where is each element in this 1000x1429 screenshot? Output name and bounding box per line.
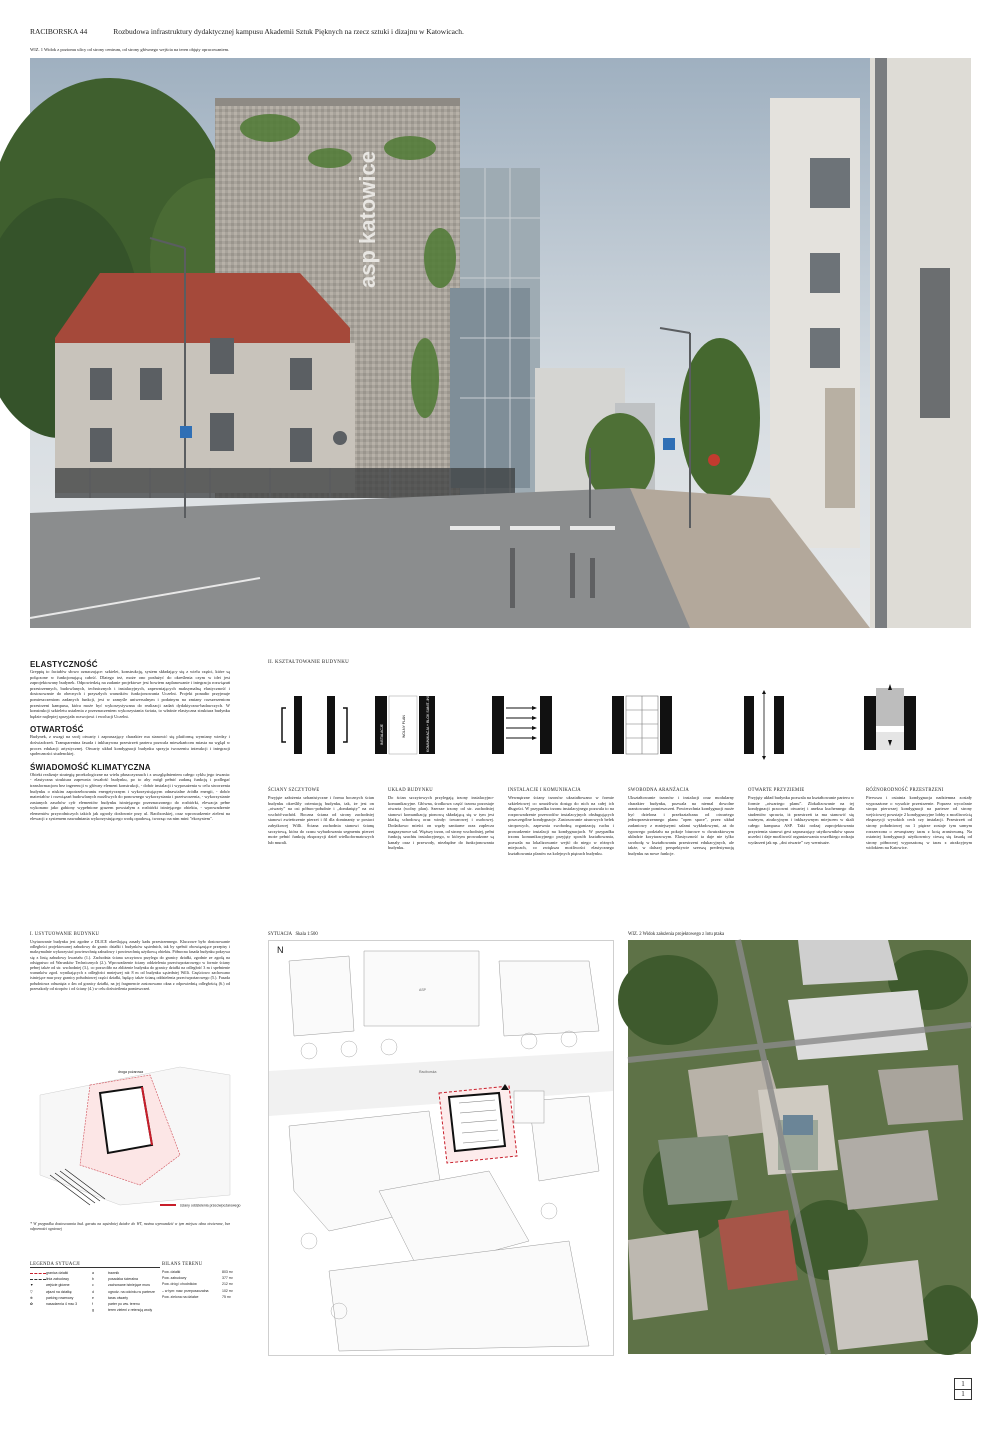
shaping-item-2-text: Do ścian szczytowych przylegają trzony instalacyjno-komunikacyjne. Główna, środkowa część trzonu pozostaje otwarta (wolny plan). Szersze trzony od str. zachodniej stanowi komunikację pionową składającą się w tym jest klatką schodową oraz windy: towarowej i osobowej. Dodatkowo mieści on węzły sanitarne oraz zaplecza magazynowe sal. Węższy trzon, od strony wschodniej, pełni funkcję szachtu instalacyjnego, w którym prowadzone są kanały oraz i przewody, niezbędne do funkcjonowania budynku. [388, 795, 494, 851]
site-plan-caption [268, 932, 318, 937]
balance-row: Pow. działki 803 m² [162, 1270, 233, 1275]
plan-legend-firewall: ściany oddzielenia przeciwpożarowego [180, 1203, 241, 1208]
aerial-view-illustration [628, 940, 971, 1354]
legend-item: b posadzka ścieralna [92, 1277, 138, 1282]
viz2-caption: WIZ. 2 Widok założenia projektowego z lotu ptaka [628, 932, 725, 937]
elasticity-title: ELASTYCZNOŚĆ [30, 660, 98, 669]
plan-label-street: droga pożarowa [118, 1070, 144, 1074]
legend-item: e taras otwarty [92, 1295, 129, 1300]
shaping-item-6-title: RÓŻNORODNOŚĆ PRZESTRZENI [866, 788, 944, 793]
project-title: Rozbudowa infrastruktury dydaktycznej kampusu Akademii Sztuk Pięknych na rzecz sztuki i dizajnu w Katowicach. [113, 27, 464, 36]
site-plan-drawing [269, 941, 613, 1355]
balance-title: BILANS TERENU [162, 1262, 203, 1267]
balance-row: Pow. zielona na działce 75 m² [162, 1294, 231, 1299]
legend-item: ▽ wjazd na działkę [30, 1289, 72, 1294]
shaping-item-6-text: Pierwsza i ostatnia kondygnacja nadziemna zostały wyposażone o wysokie przestrzenie. Poprzez wycofanie stropu pierwszej kondygnacji na parterze od strony wejściowej powstaje 2 kondygnacyjne lobby z możliwością ekspozycji wysokich cech czy instalacji. Przestrzeń od strony południowej na 1 piętrze zostaje tym samym rozszerzona o zewnętrzny taras z kotą aranżowaną. Na ostatniej kondygnacji użytkownicy cieszą się fasadą od strony północnej wyposażoną w taras z atrakcyjnym widokiem na Katowice. [866, 795, 972, 851]
shaping-item-5-text: Przyjęty układ budynku pozwala na kształtowanie parteru w formie „otwartego planu”. Zlokalizowanie na tej kondygnacji pracowni otwartej i aneksu kuchennego dla studentów sprawia, iż przestrzeń ta ma stanowić się ważnym, atrakcyjnym i inkluzywnym miejscem w skali całego kampusu ASP. Taki rodzaj zaprojektowania przyziemia stanowi gest zapraszający użytkowników spoza uczelni i daje możliwość organizowania wszelkiego rodzaju wydarzeń jak np. „dni otwarte” czy wernisaże. [748, 795, 854, 845]
climate-text: Obiekt realizuje strategię proekologiczne na wielu płaszczyznach i z uwzględnieniem całego cyklu jego trwania: - elastyczna struktura zapewnia trwałość budynku, po to aby mógł pełnić zadaną funkcję i podlegać transformacjom bez ingerencji w główny element konstrukcji, - dobór instalacji i wyposażenia w celu stworzenia budynku o niskim zapotrzebowaniu energetycznym i wykorzystującym odnawialne źródła energii, - dobór materiałów i rozwiązań budowlanych możliwych do ponownego wykorzystania i przetworzenia, - wykorzystanie zastanych zasobów cyfr elementów budynku istniejącego przeznaczonego do rozbiórki, elewacja pełne wykonano jako gabiony wypełnione gruzem powstałym z rozbiórki istniejącego obiektu, - wprowadzenie elementów przyrodniczych takich jak ogrody dosłownie przy ul. Raciborskiej, oraz wprowadzenie zieleni na elewacji z systemem nawadniania wykorzystującego wodę opadową, tworząc na nim mini "ekosystem". [30, 771, 230, 822]
placement-section [30, 932, 230, 991]
concept-column [30, 660, 230, 822]
shaping-item-1 [268, 788, 374, 845]
legend-item: ⊕ parking rowerowy [30, 1295, 74, 1300]
label-communication: KOMUNIKACJA + BLOK SANIT.-INST. [426, 691, 430, 752]
land-balance [162, 1262, 248, 1300]
label-installations: INSTALACJE [380, 724, 384, 745]
site-plan [268, 940, 614, 1356]
balance-row: – w tym: naw. przepuszczalna 102 m² [162, 1288, 233, 1293]
diagram-free-arrangement [600, 690, 685, 760]
page-number [954, 1378, 972, 1400]
placement-title: I. USYTUOWANIE BUDYNKU [30, 932, 100, 937]
legend-item: f parter po ww. terenu [92, 1302, 140, 1307]
legend-item: ▼ wejście główne [30, 1283, 70, 1288]
site-title: SYTUACJA [268, 932, 292, 937]
elasticity-text: Greppię to faciałów słowo oznaczające: szkielet, konstrukcję, system składający się z wielu części, które są połączone w funkcjonującą całość. Dlatego też, może ono posłużyć do określenia czym w idei jest zaprojektowany budynek. Odpowiedzią na zadanie projektowe jest bowiem zaplanowanie i integracja rozwiązań przestrzennych, budowlanych, technicznych i instalacyjnych, zapewniających maksymalną elastyczność i dostosowanie do obecnych i przyszłych warunków funkcjonowania Uczelni. Projekt ponadto przyjmuje pomieszczeniom zadanych funkcji, jest w zamyśle uniwersalnym i podatnym na zmiany rozszerzeniom przestrzeni kampusu, która może być wykorzystywana do realizacji zadań dydaktyczno-badawczych. W konstrukcji szkieletu ustalenia z przeznaczeniem wykorzystania świata, to właśnie elastyczna struktura budynku będzie najlepiej sprzyjała rozwojowi i ewolucji Uczelni. [30, 669, 230, 719]
shaping-title: II. KSZTAŁTOWANIE BUDYNKU [268, 660, 350, 665]
placement-text: Usytuowanie budynku jest zgodne z DLICE określającą zasady kadu przestrzennego. Kluczowe było dostosowanie odległości projektowanej zabudowy do granic działki i budynków sąsiednich, tak by spełnić obowiązujące przepisy i maksymalnie wykorzystać powierzchnię zabudowy i powierzchnię użytkową obiektu. Północna fasada budynku pokrywa się z linią zabudowy kwartału (1.). Zachodnia ściana szczytowa przylega do granicy działki, zgodnie ze zgodą na odstępstwo od Warunków Technicznych (2.). Wprowadzenie ściany oddzielenia przeciwpożarowego w formie ściany pełnej także od str. wschodniej (3.), co pozwoliło na zbliżenie budynku do granicy działki na odległość 3 m i spełnienie warunków zgod. wynikających z odległości mniejszej niż 8 m od budynku sąsiedniej Willi. Częściowo zachowano istniejące mur przy granicy południowej części działki, będący także ścianą oddzielenia przeciwpożarowego (5.). Fasada południowa odsunięta o 4m od granicy działki, na jej fragmencie zastosowano okna z odpowiednią odległością (6.) od przeszkody od stropów i od ściany (4.) w celu doświetlenia pomieszczeń. [30, 939, 230, 991]
shaping-item-1-text: Przyjęte założenia urbanistyczne i forma bocznych ścian budynku określiły orientację budynku, tak, że jest on „otwarty” na osi północ-południe i „domknięty” na osi wschód-zachód. Boczna ściana od strony zachodniej stanowi zwieńczenie pierzei i fil dla dominanty w postaci zabytkowej Willi. Ściana zachodnia stanowi ścianę szczytową, która do czasu wybudowania segmentu pierzei może pełnić funkcję ekspozycji dzieł wielkoformatowych lub murali. [268, 795, 374, 845]
legend-item: linia zabudowy [30, 1276, 92, 1282]
openness-title: OTWARTOŚĆ [30, 725, 84, 735]
placement-footnote: * W przypadku dostosowania bud. garażu na sąsiedniej działce do WT, można wprowadzić w tym miejscu okna otwierane, bez odporności ogniowej [30, 1222, 230, 1231]
shaping-item-4-title: SWOBODNA ARANŻACJA [628, 788, 690, 793]
page-number-top: 1 [955, 1379, 971, 1390]
shaping-item-1-title: ŚCIANY SZCZYTOWE [268, 788, 320, 793]
shaping-item-3-text: Wewnętrzne ściany trzonów ukształtowano w formie szkieletowej co umożliwia dostęp do nich na całej ich długości. W przypadku trzonu instalacyjnego pozwala to na rozprowadzenie przewodów instalacyjnych obsługujących poszczególne kondygnacje. Zastosowanie ażurowych belek stropowych, zapewnia swobodną organizację ruchu i prowadzenie instalacji na kondygnacjach. W przypadku trzonu komunikacyjnego przyjęty sposób kształtowania, pozwala na lokalizowanie wejść do niego w różnych miejscach, co zwiększa możliwości elastycznego kształtowania planów na kolejnych piętrach budynku. [508, 795, 614, 856]
site-scale: Skala 1:500 [295, 932, 318, 937]
shaping-item-5 [748, 788, 854, 845]
shaping-item-5-title: OTWARTE PRZYZIEMIE [748, 788, 805, 793]
balance-row: Pow. dróg i chodników 212 m² [162, 1282, 233, 1287]
shaping-item-4-text: Ukształtowanie trzonów i instalacji oraz modularny charakter budynku, pozwala na niemal dowolne aranżowanie pomieszczeń. Powierzchnia kondygnacji może być dzielona i przekształcana od otwartego jednoprzestrzennego planu "open space", przez układ zadaniowy z mniejszymi salami wykładowymi, aż do typowego podziału na pokoje biurowe w dwutraktowym układzie korytarzowym. Elastyczność ta daje nie tylko swobodę w kształtowaniu przestrzeni edukacyjnych, ale także, w dalszej perspektywie szerszą predestynację budynku na nowe funkcje. [628, 795, 734, 856]
street-view-render [30, 58, 971, 628]
shaping-item-3 [508, 788, 614, 857]
shaping-item-6 [866, 788, 972, 851]
diagram-gable-walls [272, 690, 357, 760]
label-free-plan: WOLNY PLAN [402, 715, 406, 738]
legend-title: LEGENDA SYTUACJI [30, 1262, 160, 1268]
legend-item: d ogrodz. na odcinku w parterze [92, 1289, 155, 1294]
shaping-item-4 [628, 788, 734, 857]
street-view-illustration [30, 58, 971, 628]
site-legend [30, 1262, 160, 1313]
shaping-item-2-title: UKŁAD BUDYNKU [388, 788, 433, 793]
balance-row: Pow. zabudowy 377 m² [162, 1276, 233, 1281]
shaping-item-2 [388, 788, 494, 851]
diagram-installations [480, 690, 565, 760]
legend-item: ✿ nasadzenia 4 msc 3 [30, 1302, 78, 1307]
legend-item: g teren zieleni z retencją wody [92, 1308, 153, 1313]
aerial-view-render [628, 940, 971, 1354]
header [30, 27, 464, 36]
facade-sign: asp katowice [355, 151, 380, 288]
north-arrow-icon: N [277, 945, 284, 955]
street-label: Raciborska [419, 1070, 437, 1074]
diagram-building-layout [363, 690, 448, 760]
shaping-item-3-title: INSTALACJE I KOMUNIKACJA [508, 788, 581, 793]
openness-text: Budynek, z uwagi na swój otwarty i zapraszający charakter ma stanowić się platformą wymiany wiedzy i doświadczeń. Transparentna fasada i inkluzywna przestrzeń parteru pozwala mieszkańcom miasta na wgląd w proces edukacji artystycznej. Otwarty układ kondygnacji budynku sprzyja tworzeniu interakcji i integracji społeczności studenckiej. [30, 734, 230, 757]
viz1-caption: WIZ. 1 Widok z poziomu ulicy od strony centrum, od strony głównego wejścia na teren objęty opracowaniem. [30, 47, 230, 52]
page-number-bottom: 1 [961, 1390, 965, 1399]
legend-item: granica działki [30, 1270, 92, 1276]
legend-item: c zachowane istniejące muru [92, 1283, 151, 1288]
diagram-spatial-diversity [842, 680, 927, 750]
legend-item: a trawnik [92, 1271, 120, 1276]
project-code: RACIBORSKA 44 [30, 27, 88, 36]
diagram-open-ground-floor [722, 690, 807, 760]
climate-title: ŚWIADOMOŚĆ KLIMATYCZNA [30, 762, 151, 772]
placement-plan [30, 1055, 241, 1215]
asp-building-label: ASP [419, 988, 427, 992]
